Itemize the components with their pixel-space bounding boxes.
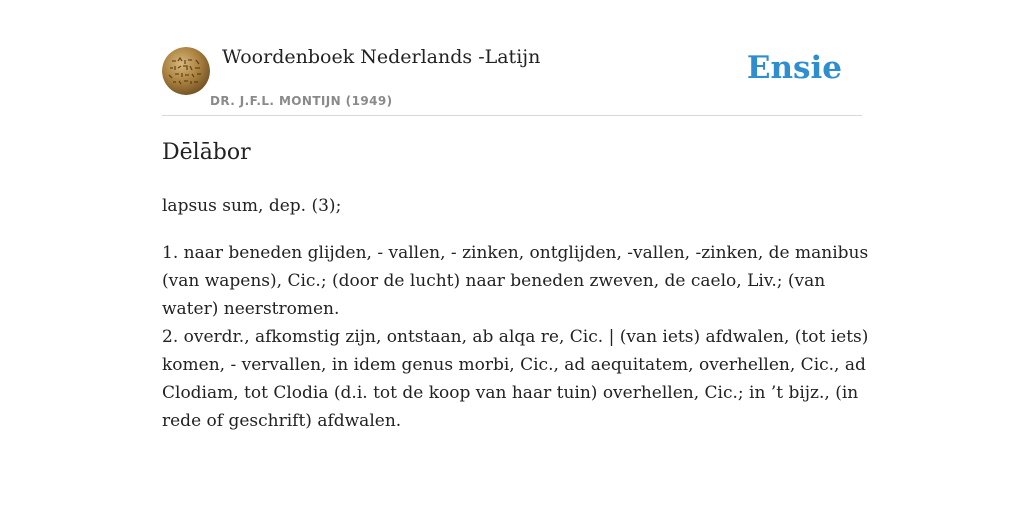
book-author: DR. J.F.L. MONTIJN (1949) bbox=[210, 94, 393, 108]
entry-sense-1: 1. naar beneden glijden, - vallen, - zinken, ontglijden, -vallen, -zinken, de manibus (van wapens), Cic.; (door de lucht) naar beneden zweven, de caelo, Liv.; (van water) neerstromen. bbox=[162, 243, 869, 319]
entry-headword: Dēlābor bbox=[162, 140, 251, 165]
book-title[interactable]: Woordenboek Nederlands -Latijn bbox=[222, 46, 541, 68]
bronze-inscription-coin-icon[interactable] bbox=[162, 47, 210, 95]
entry-grammar: lapsus sum, dep. (3); bbox=[162, 196, 342, 216]
entry-definition bbox=[162, 192, 872, 435]
entry-sense-2: 2. overdr., afkomstig zijn, ontstaan, ab alqa re, Cic. | (van iets) afdwalen, (tot iets) komen, - vervallen, in idem genus morbi, Cic., ad aequitatem, overhellen, Cic., ad Clodiam, tot Clodia (d.i. tot de koop van haar tuin) overhellen, Cic.; in ’t bijz., (in rede of geschrift) afdwalen. bbox=[162, 327, 869, 431]
dictionary-header bbox=[162, 44, 862, 116]
ensie-logo-link[interactable]: Ensie bbox=[746, 50, 842, 86]
